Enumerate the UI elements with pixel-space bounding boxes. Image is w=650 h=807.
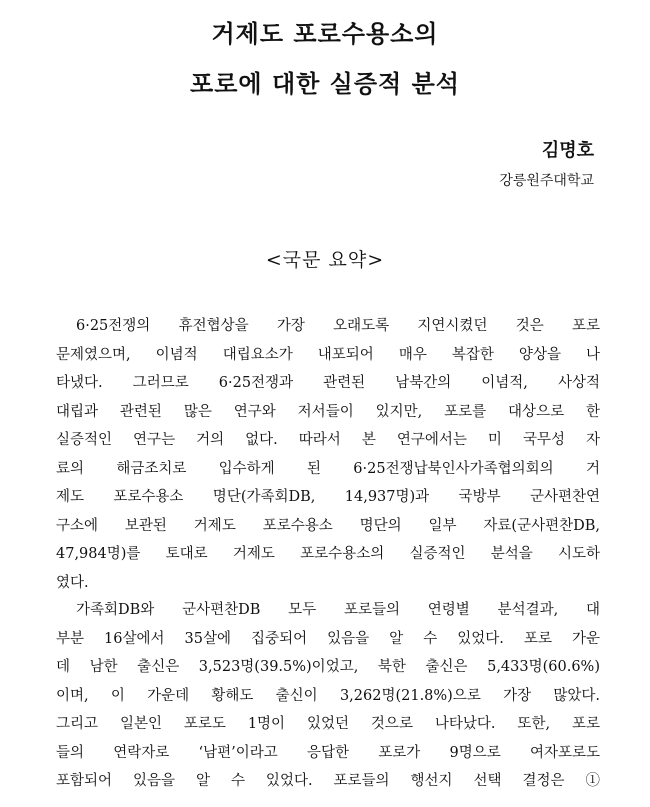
abstract-line: 포함되어 있음을 알 수 있었다. 포로들의 행선지 선택 결정은 ① — [56, 773, 600, 789]
abstract-line: 타냈다. 그러므로 6·25전쟁과 관련된 남북간의 이념적, 사상적 — [56, 375, 600, 391]
abstract-paragraph-1 — [56, 312, 600, 597]
abstract-line: 였다. — [56, 574, 89, 591]
abstract-line: 부분 16살에서 35살에 집중되어 있음을 알 수 있었다. 포로 가운 — [56, 630, 600, 647]
abstract-line: 제도 포로수용소 명단(가족회DB, 14,937명)과 국방부 군사편찬연 — [56, 489, 600, 505]
abstract-line: 47,984명)를 토대로 거제도 포로수용소의 실증적인 분석을 시도하 — [56, 546, 600, 562]
abstract-line: 대립과 관련된 많은 연구와 저서들이 있지만, 포로를 대상으로 한 — [56, 403, 600, 420]
abstract-heading: <국문 요약> — [265, 249, 385, 271]
abstract-line: 6·25전쟁의 휴전협상을 가장 오래도록 지연시켰던 것은 포로 — [76, 318, 600, 334]
abstract-line: 가족회DB와 군사편찬DB 모두 포로들의 연령별 분석결과, 대 — [76, 602, 600, 618]
abstract-line: 그리고 일본인 포로도 1명이 있었던 것으로 나타났다. 또한, 포로 — [56, 716, 600, 732]
abstract-line: 이며, 이 가운데 황해도 출신이 3,262명(21.8%)으로 가장 많았다. — [56, 687, 600, 704]
paper-title-line-2: 포로에 대한 실증적 분석 — [190, 70, 460, 98]
author-affiliation: 강릉원주대학교 — [499, 173, 594, 189]
abstract-line: 료의 해금조치로 입수하게 된 6·25전쟁납북인사가족협의회의 거 — [56, 460, 600, 477]
author-name: 김명호 — [541, 140, 594, 161]
abstract-paragraph-2 — [56, 596, 600, 796]
abstract-line: 데 남한 출신은 3,523명(39.5%)이었고, 북한 출신은 5,433명(60.6%) — [56, 659, 600, 675]
abstract-line: 실증적인 연구는 거의 없다. 따라서 본 연구에서는 미 국무성 자 — [56, 432, 600, 448]
paper-title-line-1: 거제도 포로수용소의 — [211, 20, 439, 48]
abstract-line: 문제였으며, 이념적 대립요소가 내포되어 매우 복잡한 양상을 나 — [56, 346, 600, 363]
abstract-line: 구소에 보관된 거제도 포로수용소 명단의 일부 자료(군사편찬DB, — [56, 517, 600, 534]
abstract-line: 들의 연락자로 ‘남편’이라고 응답한 포로가 9명으로 여자포로도 — [56, 744, 600, 761]
